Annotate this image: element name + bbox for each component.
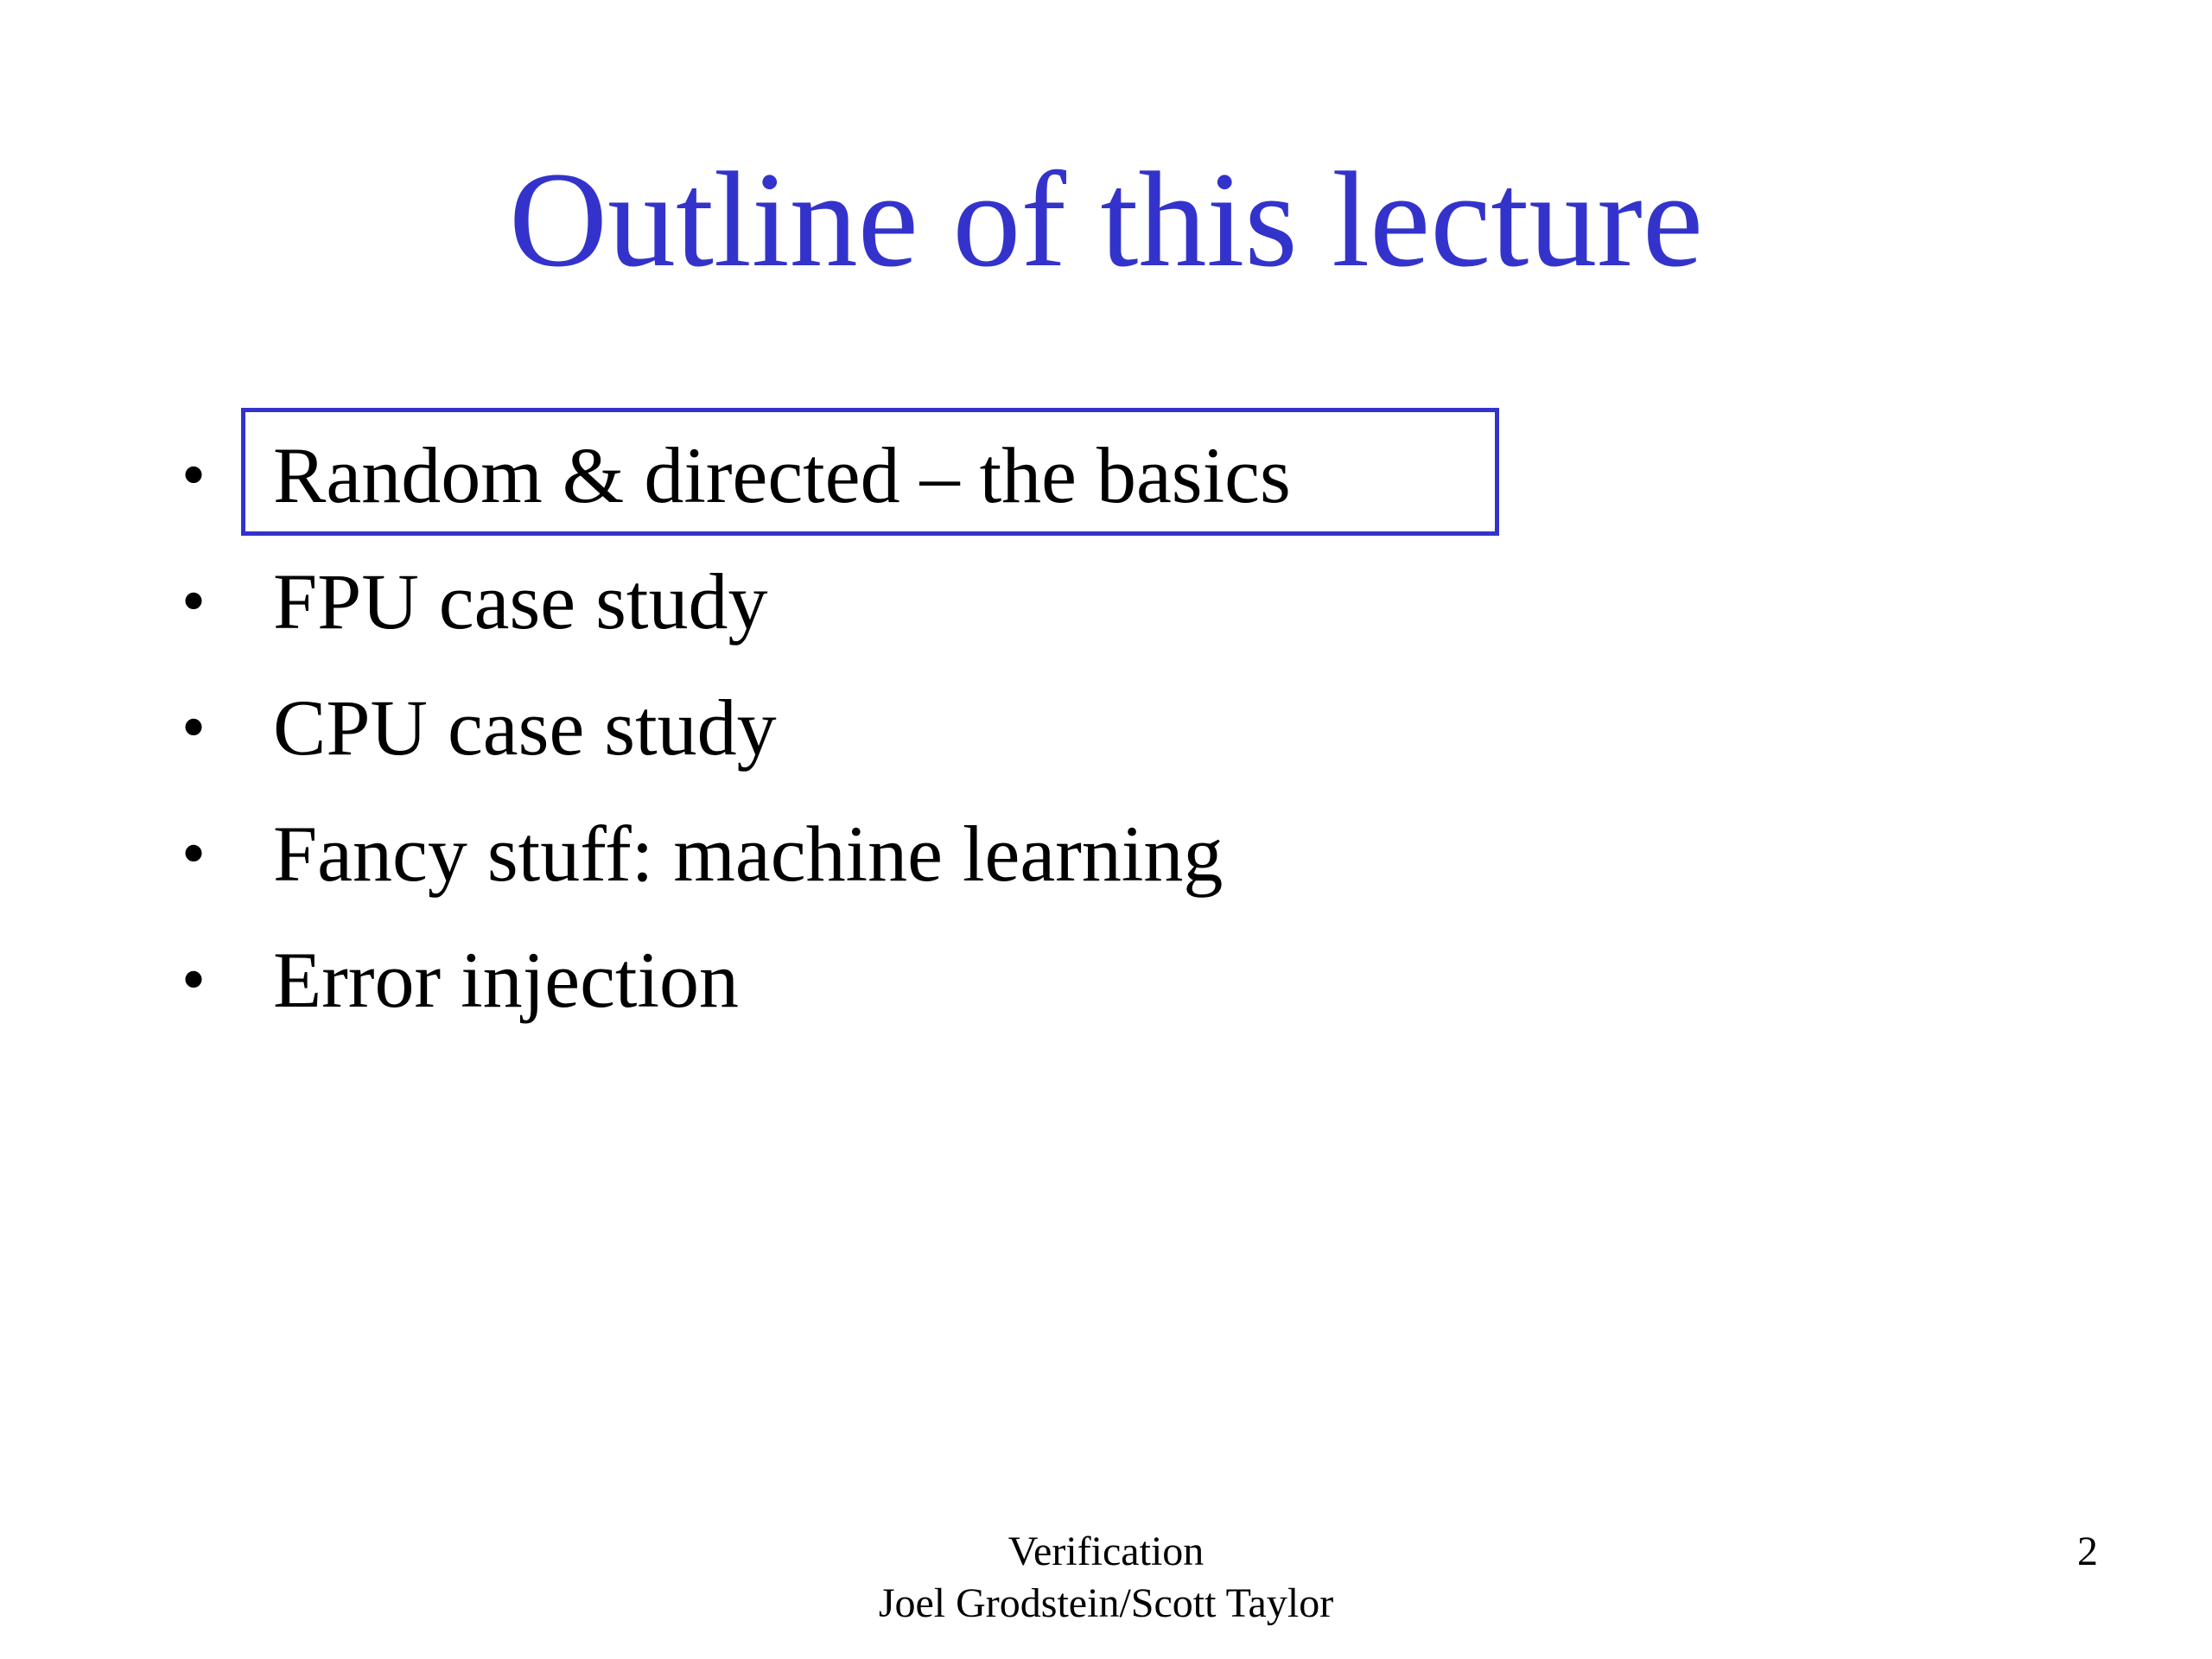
footer-course-title: Verification bbox=[1007, 1529, 1205, 1574]
bullet-dot-icon: • bbox=[181, 942, 207, 1018]
bullet-text: Fancy stuff: machine learning bbox=[273, 810, 1224, 898]
page-number: 2 bbox=[2077, 1529, 2098, 1574]
slide-title: Outline of this lecture bbox=[508, 144, 1704, 296]
bullet-text: FPU case study bbox=[273, 557, 768, 645]
bullet-text: Error injection bbox=[273, 936, 740, 1024]
bullet-dot-icon: • bbox=[181, 437, 207, 513]
bullet-text: CPU case study bbox=[273, 683, 777, 772]
slide-footer bbox=[0, 1526, 2212, 1630]
bullet-dot-icon: • bbox=[181, 563, 207, 639]
bullet-dot-icon: • bbox=[181, 690, 207, 766]
bullet-dot-icon: • bbox=[181, 816, 207, 892]
footer-authors: Joel Grodstein/Scott Taylor bbox=[878, 1580, 1334, 1626]
bullet-text: Random & directed – the basics bbox=[273, 431, 1291, 519]
